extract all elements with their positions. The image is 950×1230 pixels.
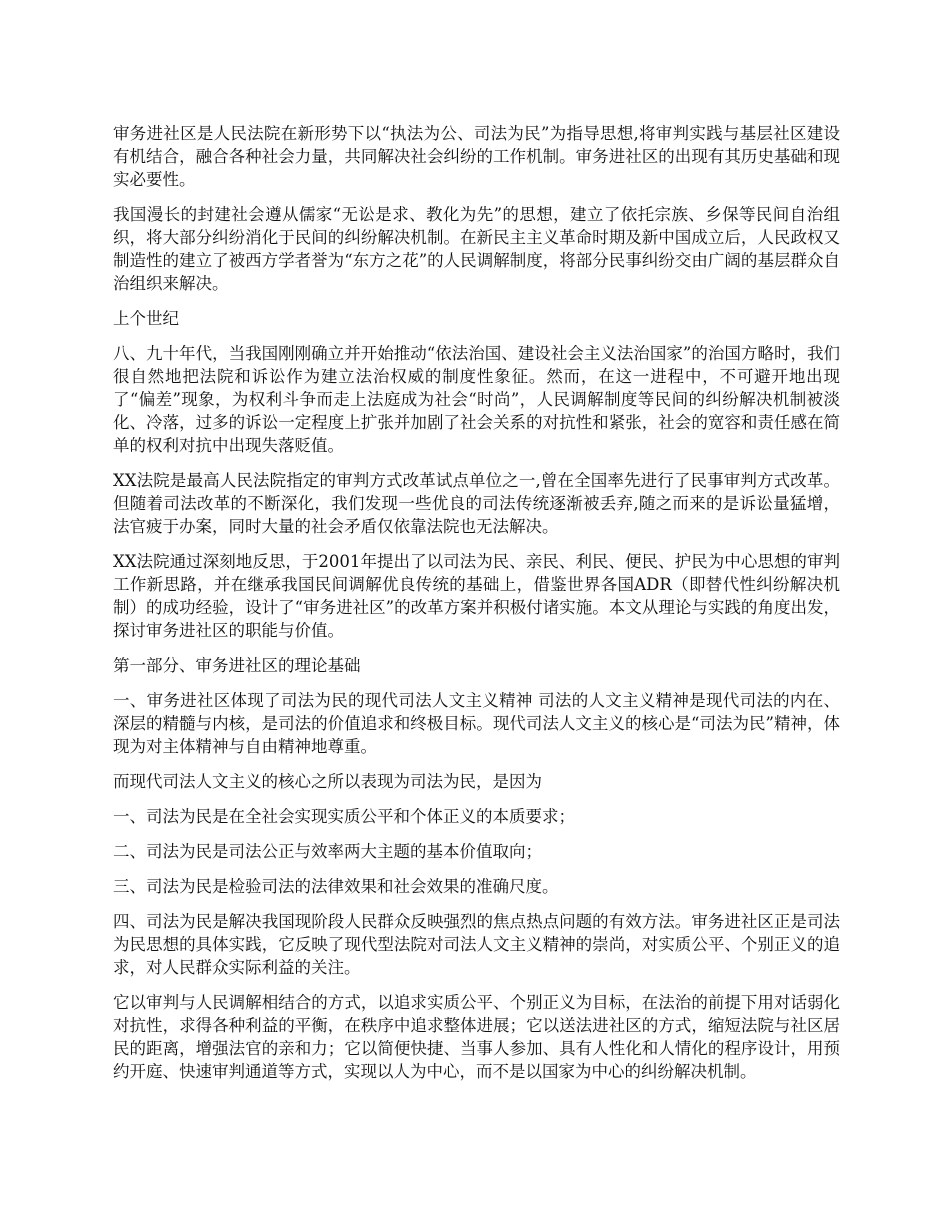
paragraph-last-century: 上个世纪 (113, 309, 179, 328)
paragraph-reason-intro: 而现代司法人文主义的核心之所以表现为司法为民，是因为 (113, 772, 542, 791)
paragraph-eighties-nineties: 八、九十年代，当我国刚刚确立并开始推动“依法治国、建设社会主义法治国家”的治国方略时，我们很自然地把法院和诉讼作为建立法治权威的制度性象征。然而，在这一进程中，不可避开地出现了“偏差”现象，为权利斗争而走上法庭成为社会“时尚”，人民调解制度等民间的纠纷解决机制被淡化、冷落，过多的诉讼一定程度上扩张并加剧了社会关系的对抗性和紧张，社会的宽容和责任感在简单的权利对抗中出现失落贬值。 (113, 344, 840, 455)
list-item-reason-three: 三、司法为民是检验司法的法律效果和社会效果的准确尺度。 (113, 877, 559, 896)
section-heading-part-one: 第一部分、审务进社区的理论基础 (113, 656, 361, 675)
document-page (113, 122, 840, 1095)
paragraph-point-one: 一、审务进社区体现了司法为民的现代司法人文主义精神 司法的人文主义精神是现代司法的内在、深层的精髓与内核，是司法的价值追求和终极目标。现代司法人文主义的核心是“司法为民”精神，体现为对主体精神与自由精神地尊重。 (113, 691, 840, 756)
paragraph-history: 我国漫长的封建社会遵从儒家“无讼是求、教化为先”的思想，建立了依托宗族、乡保等民间自治组织，将大部分纠纷消化于民间的纠纷解决机制。在新民主主义革命时期及新中国成立后，人民政权又制造性的建立了被西方学者誉为“东方之花”的人民调解制度，将部分民事纠纷交由广阔的基层群众自治组织来解决。 (113, 205, 840, 293)
paragraph-court-reform: XX法院是最高人民法院指定的审判方式改革试点单位之一,曾在全国率先进行了民事审判方式改革。但随着司法改革的不断深化，我们发现一些优良的司法传统逐渐被丢弃,随之而来的是诉讼量猛增，法官疲于办案，同时大量的社会矛盾仅依靠法院也无法解决。 (113, 471, 840, 536)
paragraph-mechanism: 它以审判与人民调解相结合的方式，以追求实质公平、个别正义为目标，在法治的前提下用对话弱化对抗性，求得各种利益的平衡，在秩序中追求整体进展；它以送法进社区的方式，缩短法院与社区居民的距离，增强法官的亲和力；它以简便快捷、当事人参加、具有人性化和人情化的程序设计，用预约开庭、快速审判通道等方式，实现以人为中心，而不是以国家为中心的纠纷解决机制。 (113, 993, 840, 1081)
list-item-reason-two: 二、司法为民是司法公正与效率两大主题的基本价值取向； (113, 842, 542, 861)
paragraph-court-reflection: XX法院通过深刻地反思，于2001年提出了以司法为民、亲民、利民、便民、护民为中心思想的审判工作新思路，并在继承我国民间调解优良传统的基础上，借鉴世界各国ADR（即替代性纠纷解决机制）的成功经验，设计了“审务进社区”的改革方案并积极付诸实施。本文从理论与实践的角度出发，探讨审务进社区的职能与价值。 (113, 552, 840, 640)
list-item-reason-one: 一、司法为民是在全社会实现实质公平和个体正义的本质要求； (113, 807, 575, 826)
list-item-reason-four: 四、司法为民是解决我国现阶段人民群众反映强烈的焦点热点问题的有效方法。审务进社区正是司法为民思想的具体实践，它反映了现代型法院对司法人文主义精神的崇尚，对实质公平、个别正义的追求，对人民群众实际利益的关注。 (113, 912, 840, 977)
paragraph-intro: 审务进社区是人民法院在新形势下以“执法为公、司法为民”为指导思想,将审判实践与基层社区建设有机结合，融合各种社会力量，共同解决社会纠纷的工作机制。审务进社区的出现有其历史基础和现实必要性。 (113, 124, 840, 189)
